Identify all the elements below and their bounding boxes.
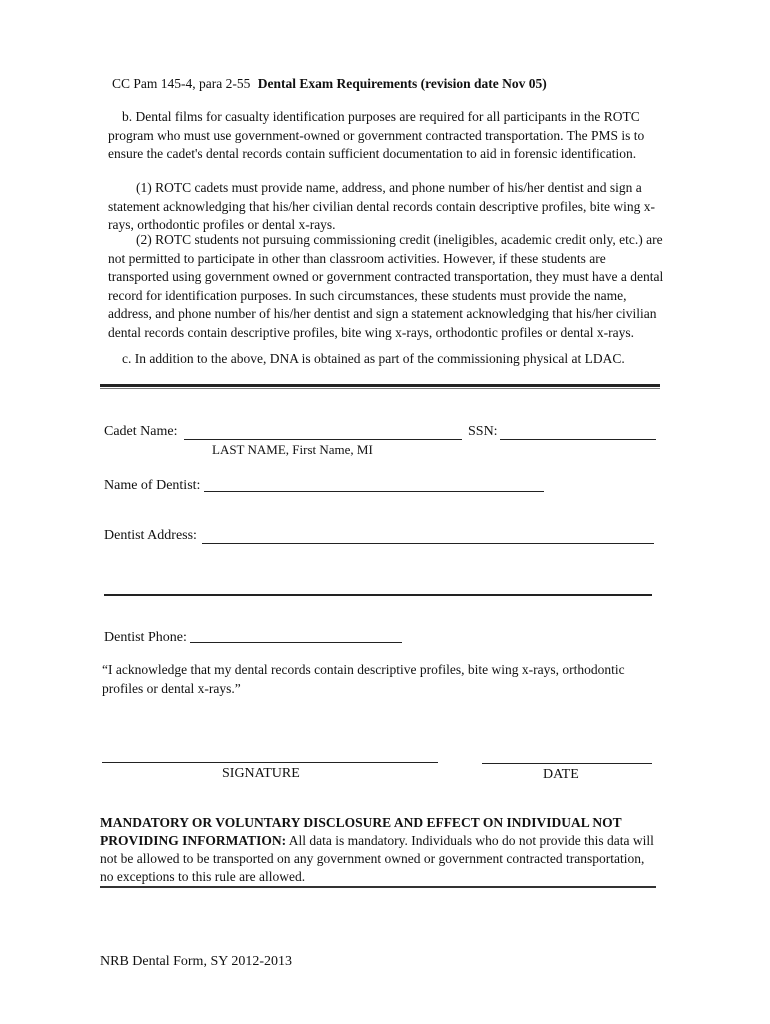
- cadet-name-field[interactable]: [184, 439, 462, 440]
- ssn-field[interactable]: [500, 439, 656, 440]
- acknowledgement-statement: “I acknowledge that my dental records contain descriptive profiles, bite wing x-rays, orthodontic profiles or dental x-rays.”: [102, 662, 625, 696]
- paragraph-b2: (2) ROTC students not pursuing commissioning credit (ineligibles, academic credit only, etc.) are not permitted to participate in other than classroom activities. However, if these students are transported using government owned or government contracted transportation, they must have a dental record for identification purposes. In such circumstances, these students must provide the name, address, and phone number of his/her dentist and sign a statement acknowledging that his/her civilian dental records contain descriptive profiles, bite wing x-rays, orthodontic profiles or dental x-rays.: [108, 232, 664, 340]
- cadet-name-label: Cadet Name:: [104, 424, 178, 439]
- dentist-name-label: Name of Dentist:: [104, 478, 201, 493]
- signature-field[interactable]: [102, 762, 438, 763]
- paragraph-c: c. In addition to the above, DNA is obtained as part of the commissioning physical at LDAC.: [122, 351, 625, 366]
- header-title: Dental Exam Requirements (revision date Nov 05): [257, 76, 547, 91]
- document-header: [112, 76, 547, 92]
- paragraph-b1: (1) ROTC cadets must provide name, address, and phone number of his/her dentist and sign a statement acknowledging that his/her civilian dental records contain descriptive profiles, bite wing x-rays, orthodontic profiles or dental x-rays.: [108, 180, 655, 232]
- dentist-address-field-line2[interactable]: [104, 594, 652, 596]
- paragraph-b: b. Dental films for casualty identification purposes are required for all participants in the ROTC program who must use government-owned or government contracted transportation. The PMS is to ensure the cadet's dental records contain sufficient documentation to aid in forensic identification.: [108, 109, 645, 161]
- form-footer: NRB Dental Form, SY 2012-2013: [100, 954, 292, 969]
- dentist-address-field[interactable]: [202, 543, 654, 544]
- disclosure-text: All data is mandatory. Individuals who do not provide this data will not be allowed to be transported on any government owned or government contracted transportation, no exceptions to this rule are allowed.: [100, 833, 654, 884]
- ssn-label: SSN:: [468, 424, 498, 439]
- disclosure-heading: MANDATORY OR VOLUNTARY DISCLOSURE AND EFFECT ON INDIVIDUAL NOT PROVIDING INFORMATION:: [100, 815, 622, 848]
- date-field[interactable]: [482, 763, 652, 764]
- section-divider: [100, 384, 660, 389]
- signature-label: SIGNATURE: [222, 766, 300, 781]
- disclosure-block: [100, 814, 660, 886]
- date-label: DATE: [543, 767, 579, 782]
- dentist-address-label: Dentist Address:: [104, 528, 197, 543]
- dentist-phone-field[interactable]: [190, 642, 402, 643]
- cadet-name-hint: LAST NAME, First Name, MI: [212, 442, 373, 457]
- header-reference: CC Pam 145-4, para 2-55: [112, 76, 251, 91]
- dentist-name-field[interactable]: [204, 491, 544, 492]
- dentist-phone-label: Dentist Phone:: [104, 630, 187, 645]
- disclosure-underline: [100, 886, 656, 888]
